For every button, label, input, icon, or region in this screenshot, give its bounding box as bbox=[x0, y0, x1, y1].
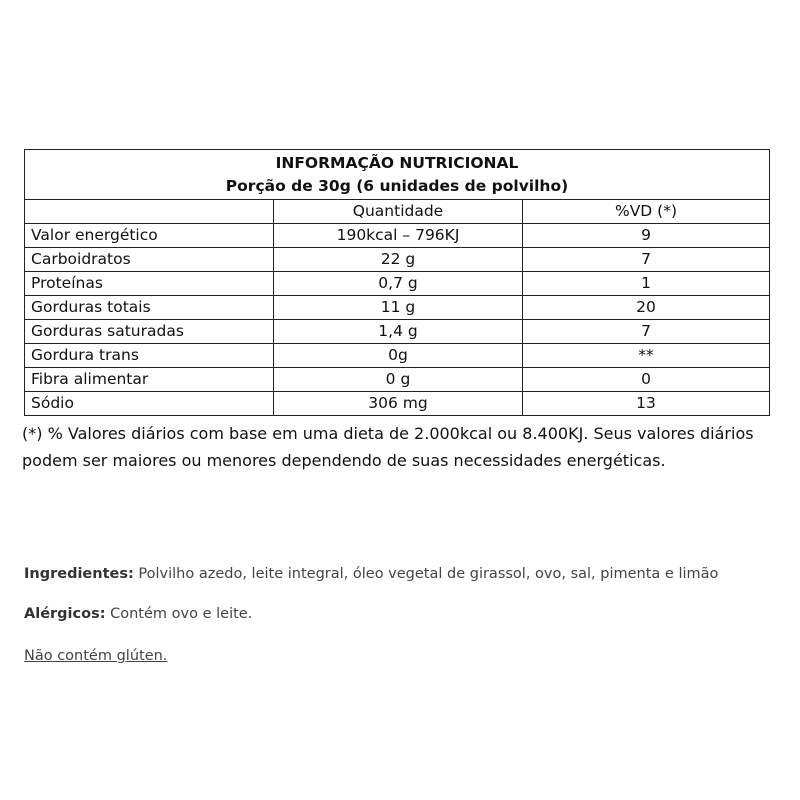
table-title-row bbox=[25, 150, 770, 200]
nutrient-daily-value: 20 bbox=[523, 296, 770, 320]
gluten-free-note: Não contém glúten. bbox=[24, 648, 168, 664]
table-row bbox=[25, 248, 770, 272]
nutrient-name: Carboidratos bbox=[25, 248, 274, 272]
ingredients-text: Polvilho azedo, leite integral, óleo vegetal de girassol, ovo, sal, pimenta e limão bbox=[133, 566, 719, 582]
nutrient-quantity: 22 g bbox=[274, 248, 523, 272]
table-row bbox=[25, 368, 770, 392]
table-row bbox=[25, 224, 770, 248]
serving-size: Porção de 30g (6 unidades de polvilho) bbox=[225, 177, 569, 195]
nutrient-quantity: 0g bbox=[274, 344, 523, 368]
nutrient-name: Sódio bbox=[25, 392, 274, 416]
header-daily-value: %VD (*) bbox=[523, 200, 770, 224]
nutrient-quantity: 11 g bbox=[274, 296, 523, 320]
table-row bbox=[25, 320, 770, 344]
nutrient-quantity: 0,7 g bbox=[274, 272, 523, 296]
table-row bbox=[25, 344, 770, 368]
nutrient-name: Gorduras totais bbox=[25, 296, 274, 320]
allergens-label: Alérgicos: bbox=[24, 606, 106, 622]
nutrition-facts-table bbox=[24, 149, 770, 416]
header-quantity: Quantidade bbox=[274, 200, 523, 224]
nutrient-daily-value: 13 bbox=[523, 392, 770, 416]
nutrient-quantity: 306 mg bbox=[274, 392, 523, 416]
nutrient-daily-value: 0 bbox=[523, 368, 770, 392]
table-title-cell bbox=[25, 150, 770, 200]
nutrient-daily-value: 1 bbox=[523, 272, 770, 296]
nutrient-quantity: 0 g bbox=[274, 368, 523, 392]
table-row bbox=[25, 392, 770, 416]
nutrient-name: Gorduras saturadas bbox=[25, 320, 274, 344]
nutrient-name: Proteínas bbox=[25, 272, 274, 296]
table-row bbox=[25, 272, 770, 296]
allergens-text: Contém ovo e leite. bbox=[105, 606, 253, 622]
nutrient-name: Gordura trans bbox=[25, 344, 274, 368]
table-title: INFORMAÇÃO NUTRICIONAL bbox=[275, 154, 519, 172]
nutrient-daily-value: 7 bbox=[523, 320, 770, 344]
daily-values-footnote: (*) % Valores diários com base em uma dieta de 2.000kcal ou 8.400KJ. Seus valores diários podem ser maiores ou menores dependendo de suas necessidades energéticas. bbox=[22, 424, 754, 470]
table-header-row bbox=[25, 200, 770, 224]
ingredients-line bbox=[24, 566, 718, 582]
nutrient-name: Valor energético bbox=[25, 224, 274, 248]
table-row bbox=[25, 296, 770, 320]
nutrient-daily-value: 7 bbox=[523, 248, 770, 272]
nutrient-name: Fibra alimentar bbox=[25, 368, 274, 392]
ingredients-label: Ingredientes: bbox=[24, 566, 134, 582]
nutrient-daily-value: 9 bbox=[523, 224, 770, 248]
header-nutrient bbox=[25, 200, 274, 224]
nutrient-quantity: 190kcal – 796KJ bbox=[274, 224, 523, 248]
nutrient-quantity: 1,4 g bbox=[274, 320, 523, 344]
allergens-line bbox=[24, 606, 252, 622]
nutrient-daily-value: ** bbox=[523, 344, 770, 368]
